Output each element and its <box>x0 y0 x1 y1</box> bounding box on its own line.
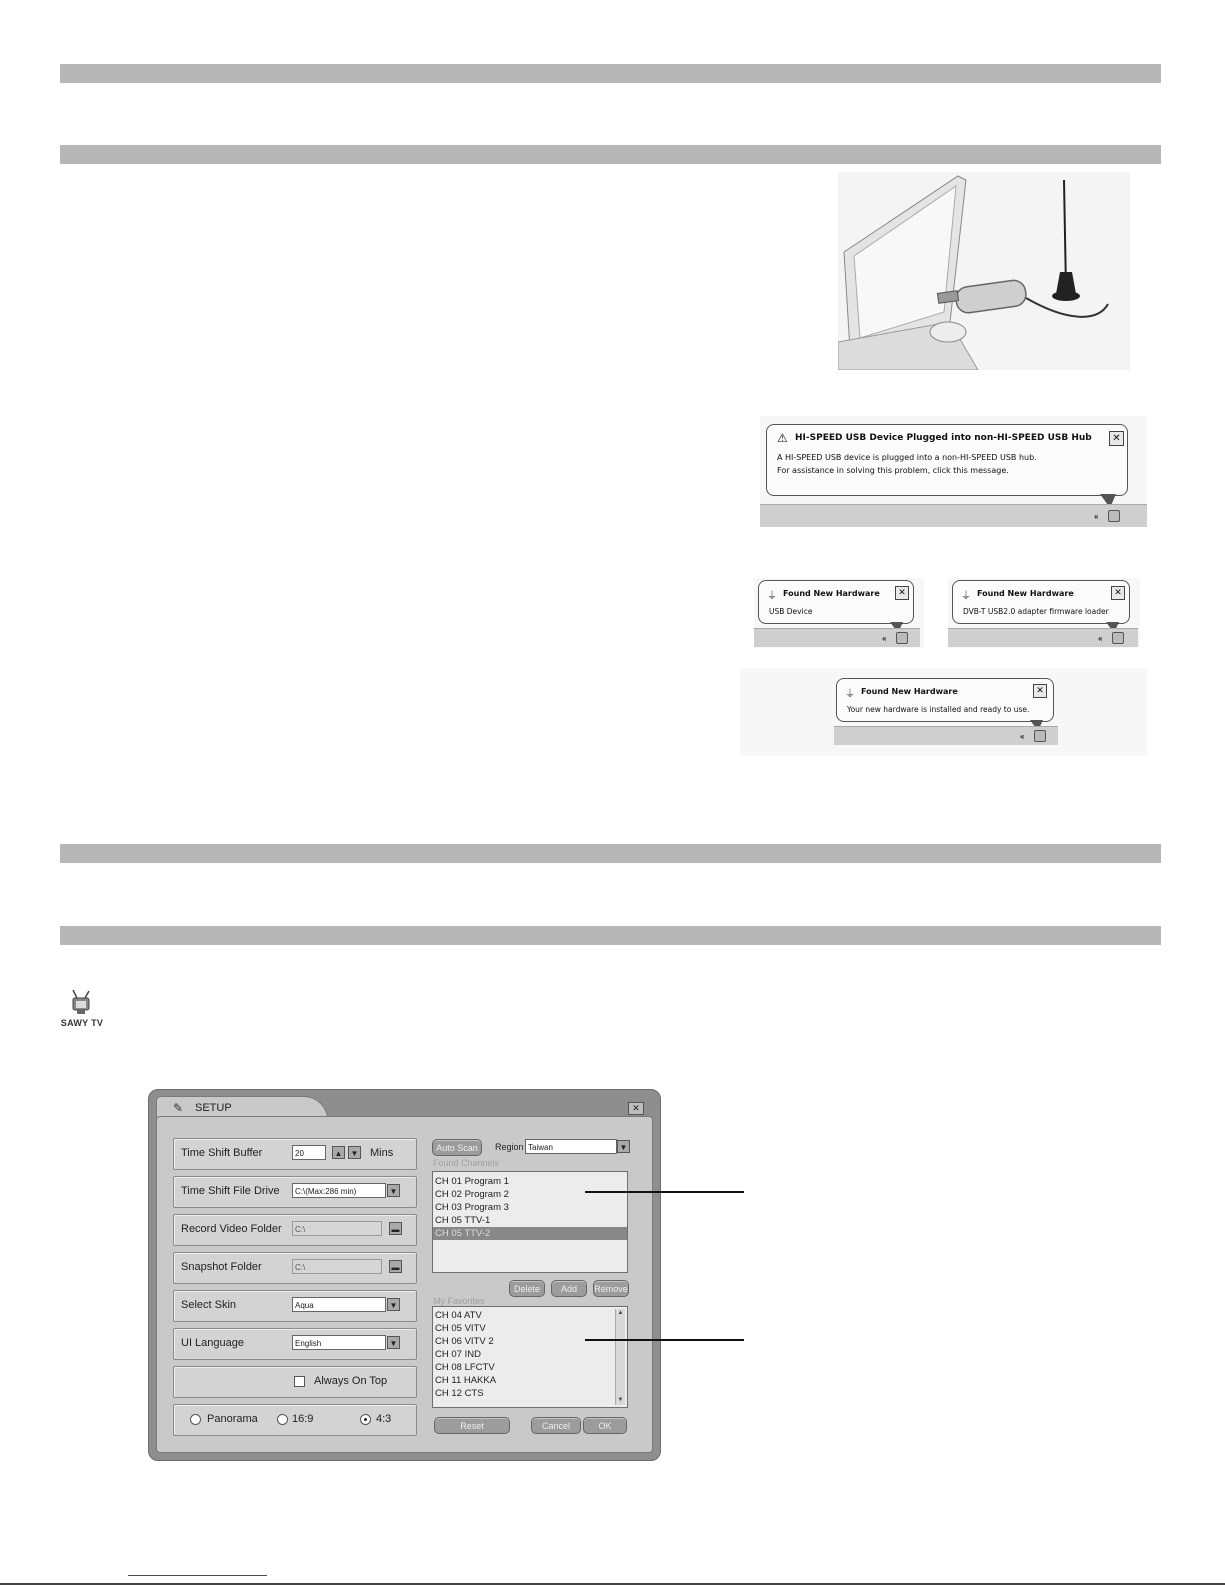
always-on-top-row <box>173 1366 417 1398</box>
footer-link-underline[interactable] <box>128 1575 267 1576</box>
add-button[interactable]: Add <box>551 1280 587 1297</box>
decrement-button[interactable]: ▲ <box>332 1146 345 1159</box>
favorites-scrollbar[interactable] <box>615 1309 625 1405</box>
setup-tab-label: SETUP <box>195 1102 232 1114</box>
usb-warning-balloon[interactable] <box>766 424 1128 496</box>
select-skin-label: Select Skin <box>181 1299 237 1311</box>
region-label: Region <box>495 1142 524 1152</box>
always-on-top-checkbox[interactable] <box>294 1376 305 1387</box>
tray-expand-icon[interactable]: « <box>1098 634 1103 643</box>
list-item[interactable]: CH 08 LFCTV <box>435 1362 495 1373</box>
taskbar <box>760 504 1147 527</box>
close-icon[interactable]: ✕ <box>895 586 909 600</box>
ui-language-select[interactable]: English <box>292 1335 386 1350</box>
found-hw-balloon-3[interactable] <box>836 678 1054 722</box>
section-bar-4 <box>60 926 1161 945</box>
list-item[interactable]: CH 01 Program 1 <box>435 1176 509 1187</box>
close-icon[interactable]: ✕ <box>1111 586 1125 600</box>
found-channels-label: Found Channels <box>433 1158 500 1168</box>
chevron-down-icon[interactable]: ▼ <box>617 1140 630 1153</box>
chevron-down-icon[interactable]: ▼ <box>387 1184 400 1197</box>
close-icon[interactable]: ✕ <box>628 1102 644 1115</box>
found-hw-balloon-1[interactable] <box>758 580 914 624</box>
found-hw-balloon-2[interactable] <box>952 580 1130 624</box>
setup-dialog <box>148 1089 661 1461</box>
callout-line-found-channels <box>585 1191 744 1193</box>
panorama-label: Panorama <box>207 1413 258 1425</box>
wrench-icon: ✎ <box>173 1101 184 1115</box>
list-item[interactable]: CH 07 IND <box>435 1349 481 1360</box>
snapshot-folder-label: Snapshot Folder <box>181 1261 262 1273</box>
balloon-title: Found New Hardware <box>977 589 1074 598</box>
tray-expand-icon[interactable]: « <box>1094 512 1099 521</box>
my-favorites-list[interactable] <box>432 1306 628 1408</box>
tray-usb-icon[interactable] <box>896 632 908 644</box>
balloon-title: Found New Hardware <box>861 687 958 696</box>
close-icon[interactable]: ✕ <box>1033 684 1047 698</box>
folder-browse-icon[interactable]: ▬ <box>389 1222 402 1235</box>
tv-icon <box>53 988 111 1018</box>
setup-panel <box>156 1116 653 1453</box>
always-on-top-label: Always On Top <box>314 1375 388 1387</box>
balloon-title: HI-SPEED USB Device Plugged into non-HI-SPEED USB Hub <box>795 433 1092 443</box>
balloon-text: USB Device <box>769 607 813 616</box>
time-shift-buffer-input[interactable]: 20 <box>292 1145 326 1160</box>
close-icon[interactable]: ✕ <box>1109 431 1124 446</box>
callout-line-my-favorites <box>585 1339 744 1341</box>
ok-button[interactable]: OK <box>583 1417 627 1434</box>
region-select[interactable]: Taiwan <box>525 1139 617 1154</box>
tray-usb-icon[interactable] <box>1034 730 1046 742</box>
hardware-icon: ⏚ <box>767 591 777 602</box>
time-shift-file-drive-row <box>173 1176 417 1208</box>
cancel-button[interactable]: Cancel <box>531 1417 581 1434</box>
record-video-folder-label: Record Video Folder <box>181 1223 282 1235</box>
reset-button[interactable]: Reset <box>434 1417 510 1434</box>
scroll-down-icon[interactable]: ▼ <box>617 1397 624 1403</box>
ui-language-label: UI Language <box>181 1337 244 1349</box>
time-shift-buffer-row <box>173 1138 417 1170</box>
usb-tuner-illustration <box>838 172 1130 370</box>
snapshot-folder-input[interactable]: C:\ <box>292 1259 382 1274</box>
balloon-text: Your new hardware is installed and ready to use. <box>847 705 1030 714</box>
taskbar <box>948 628 1138 647</box>
balloon-text: DVB-T USB2.0 adapter firmware loader <box>963 607 1109 616</box>
scroll-up-icon[interactable]: ▲ <box>617 1310 624 1316</box>
taskbar <box>834 726 1058 745</box>
balloon-text-line1: A HI-SPEED USB device is plugged into a non-HI-SPEED USB hub. <box>777 453 1037 462</box>
my-favorites-label: My Favorites <box>433 1296 485 1306</box>
taskbar <box>754 628 920 647</box>
list-item[interactable]: CH 05 TTV-1 <box>435 1215 491 1226</box>
hardware-icon: ⏚ <box>961 591 971 602</box>
found-hw-area-2 <box>948 578 1140 648</box>
section-bar-2 <box>60 145 1161 164</box>
panorama-radio[interactable] <box>190 1414 201 1425</box>
snapshot-folder-row <box>173 1252 417 1284</box>
found-hw-area-3 <box>740 668 1147 756</box>
list-item[interactable]: CH 04 ATV <box>435 1310 482 1321</box>
select-skin-select[interactable]: Aqua <box>292 1297 386 1312</box>
section-bar-3 <box>60 844 1161 863</box>
record-video-folder-row <box>173 1214 417 1246</box>
tray-expand-icon[interactable]: « <box>882 634 887 643</box>
section-bar-1 <box>60 64 1161 83</box>
app-icon-label: SAWY TV <box>60 1018 104 1028</box>
usb-warning-area <box>760 416 1147 526</box>
chevron-down-icon[interactable]: ▼ <box>387 1336 400 1349</box>
increment-button[interactable]: ▼ <box>348 1146 361 1159</box>
hardware-icon: ⏚ <box>845 689 855 700</box>
ratio-4-3-radio[interactable] <box>360 1414 371 1425</box>
sawy-tv-app-icon[interactable] <box>53 988 111 1034</box>
warning-icon: ⚠ <box>777 431 788 445</box>
tray-usb-icon[interactable] <box>1112 632 1124 644</box>
record-video-folder-input[interactable]: C:\ <box>292 1221 382 1236</box>
ui-language-row <box>173 1328 417 1360</box>
balloon-text-line2: For assistance in solving this problem, click this message. <box>777 466 1009 475</box>
time-shift-file-drive-select[interactable]: C:\(Max:286 min) <box>292 1183 386 1198</box>
time-shift-buffer-label: Time Shift Buffer <box>181 1147 263 1159</box>
tray-expand-icon[interactable]: « <box>1020 732 1025 741</box>
ratio-16-9-radio[interactable] <box>277 1414 288 1425</box>
found-channels-list[interactable] <box>432 1171 628 1273</box>
delete-button[interactable]: Delete <box>509 1280 545 1297</box>
remove-button[interactable]: Remove <box>593 1280 629 1297</box>
found-hw-area-1 <box>754 578 924 648</box>
ratio-4-3-label: 4:3 <box>376 1413 392 1425</box>
list-item[interactable]: CH 06 VITV 2 <box>435 1336 494 1347</box>
list-item[interactable]: CH 05 VITV <box>435 1323 486 1334</box>
time-shift-file-drive-label: Time Shift File Drive <box>181 1185 280 1197</box>
list-item[interactable]: CH 02 Program 2 <box>435 1189 509 1200</box>
list-item-selected[interactable]: CH 05 TTV-2 <box>433 1227 627 1240</box>
mins-unit-label: Mins <box>370 1147 394 1159</box>
list-item[interactable]: CH 11 HAKKA <box>435 1375 497 1386</box>
ratio-16-9-label: 16:9 <box>292 1413 314 1425</box>
tray-usb-icon[interactable] <box>1108 510 1120 522</box>
list-item[interactable]: CH 03 Program 3 <box>435 1202 509 1213</box>
balloon-title: Found New Hardware <box>783 589 880 598</box>
folder-browse-icon[interactable]: ▬ <box>389 1260 402 1273</box>
aspect-ratio-row <box>173 1404 417 1436</box>
list-item[interactable]: CH 12 CTS <box>435 1388 484 1399</box>
auto-scan-button[interactable]: Auto Scan <box>432 1139 482 1156</box>
chevron-down-icon[interactable]: ▼ <box>387 1298 400 1311</box>
select-skin-row <box>173 1290 417 1322</box>
